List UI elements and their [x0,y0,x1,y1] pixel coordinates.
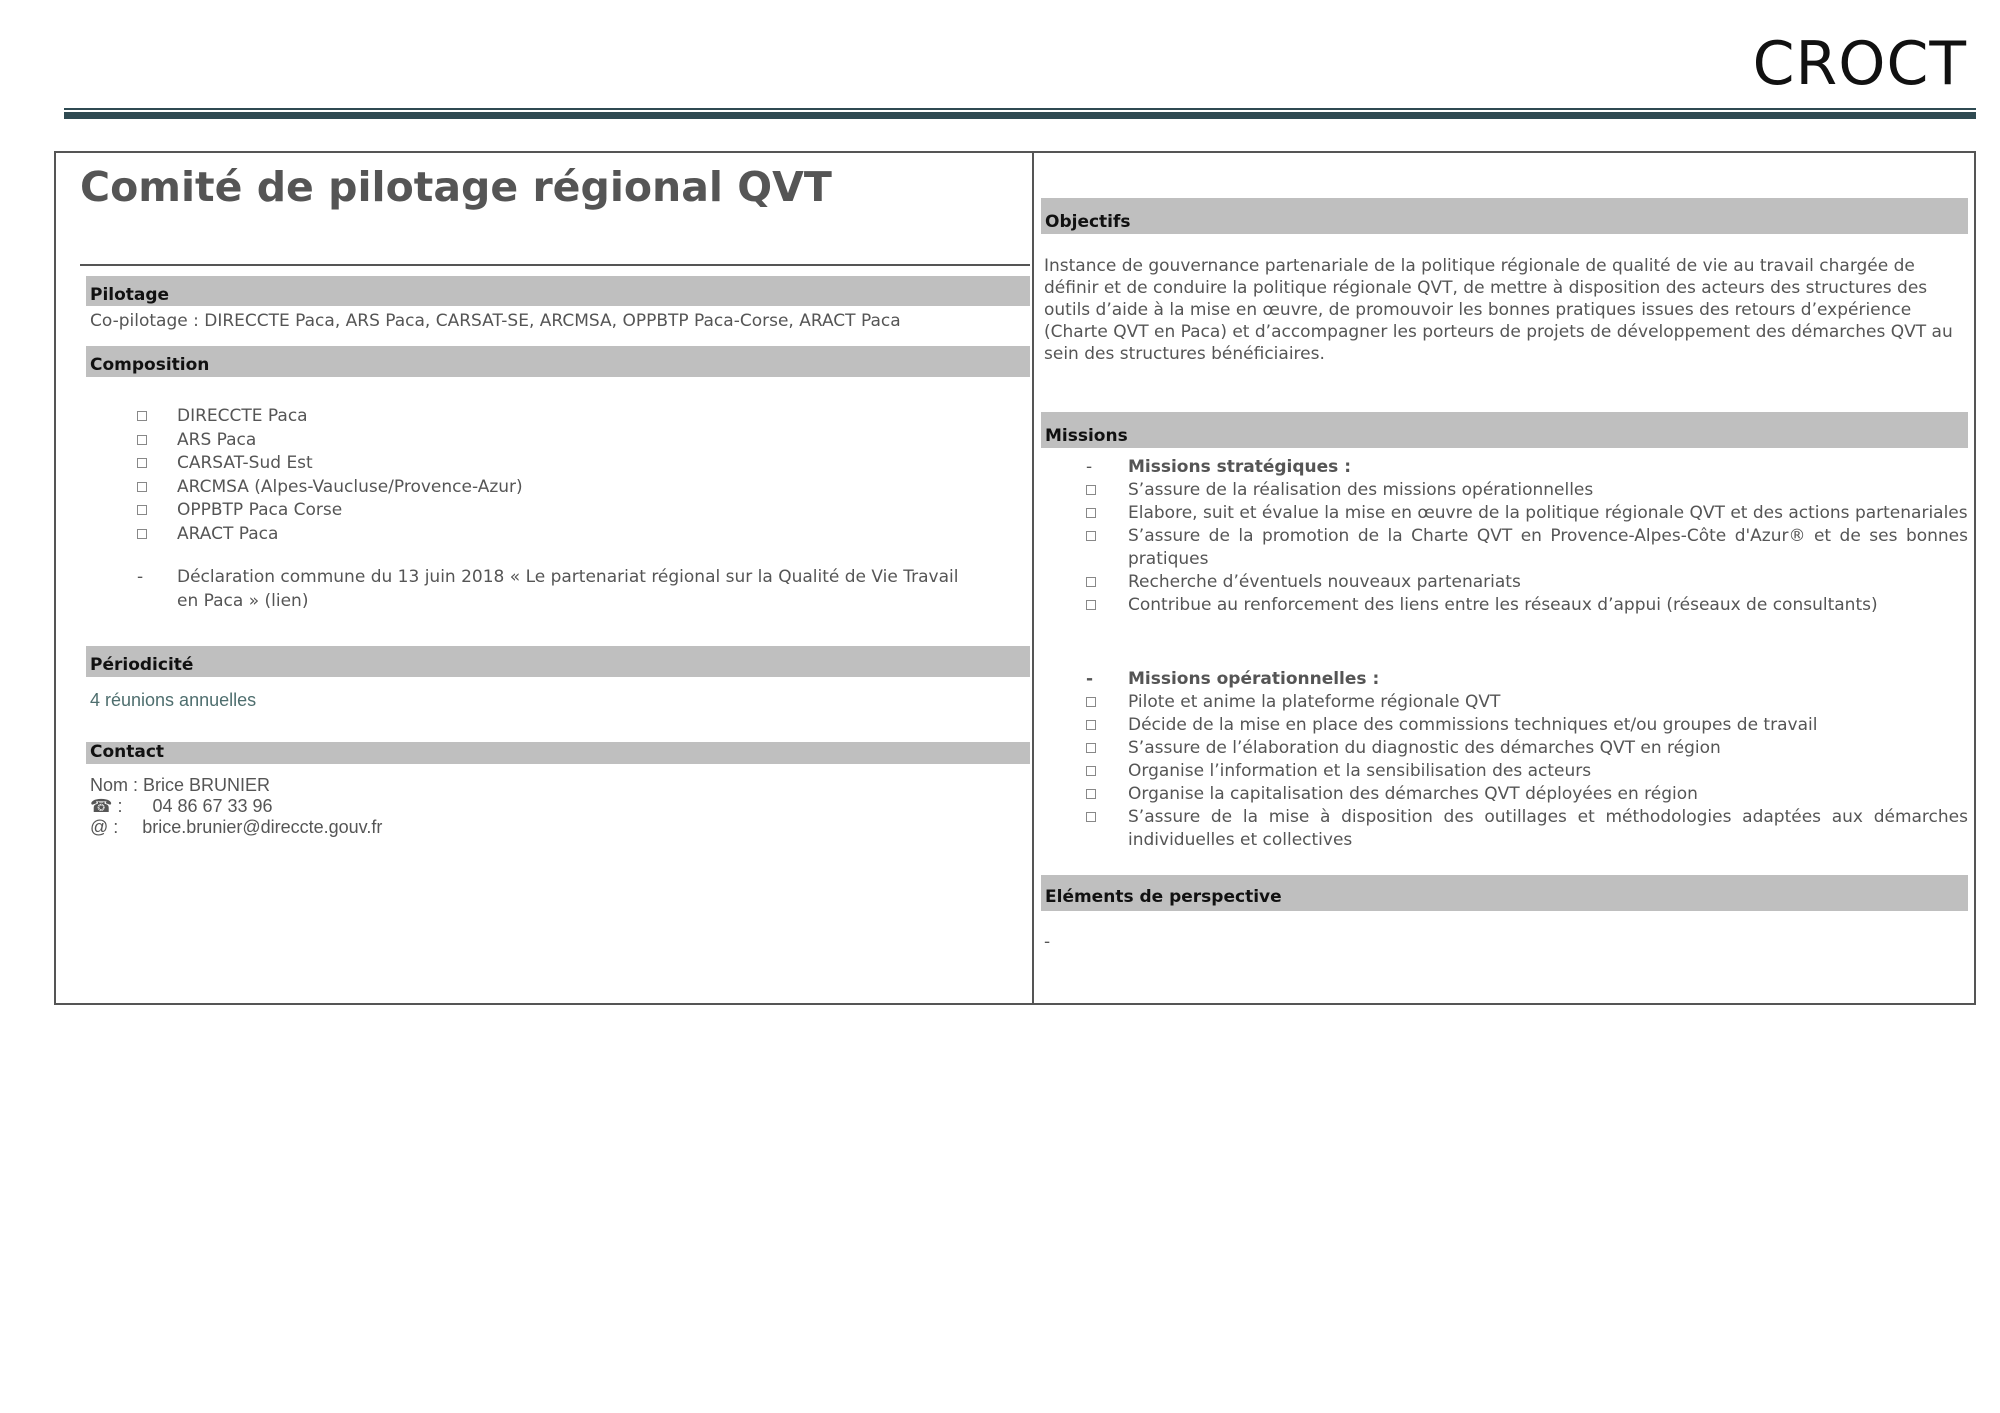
checkbox-icon [1086,766,1096,776]
declaration-list [90,566,970,613]
declaration-link[interactable]: Déclaration commune du 13 juin 2018 « Le partenariat régional sur la Qualité de Vie Travail en Paca » (lien) [177,567,959,611]
dash-bullet: - [1086,669,1094,689]
list-item: ARCMSA (Alpes-Vaucluse/Provence-Azur) [90,476,1030,500]
checkbox-icon [137,411,147,421]
contact-heading: Contact [86,742,1030,764]
column-divider [1032,153,1034,1003]
list-item: Recherche d’éventuels nouveaux partenariats [1041,571,1968,594]
contact-block [90,775,590,838]
brand-logo: CROCT [1752,29,1967,99]
perspective-text: - [1044,932,1051,952]
list-item: S’assure de la mise à disposition des outillages et méthodologies adaptées aux démarches individuelles et collectives [1041,806,1968,852]
header-rule [64,108,1976,119]
content-table [54,151,1976,1005]
periodicite-heading: Périodicité [86,646,1030,677]
missions-strategiques-list [1041,456,1968,617]
checkbox-icon [1086,743,1096,753]
list-item: OPPBTP Paca Corse [90,499,1030,523]
page-title: Comité de pilotage régional QVT [80,163,832,211]
list-item: Organise l’information et la sensibilisation des acteurs [1041,760,1968,783]
list-item: S’assure de la réalisation des missions opérationnelles [1041,479,1968,502]
checkbox-icon [1086,531,1096,541]
checkbox-icon [1086,720,1096,730]
objectifs-text: Instance de gouvernance partenariale de la politique régionale de qualité de vie au travail chargée de définir et de conduire la politique régionale QVT, de mettre à disposition des acteurs des structures des outils d’aide à la mise en œuvre, de promouvoir les bonnes pratiques issues des retours d’expérience (Charte QVT en Paca) et d’accompagner les porteurs de projets de développement des démarches QVT au sein des structures bénéficiaires. [1044,256,1953,364]
composition-list [90,405,1030,546]
checkbox-icon [1086,600,1096,610]
checkbox-icon [137,505,147,515]
list-item: ARACT Paca [90,523,1030,547]
list-item: DIRECCTE Paca [90,405,1030,429]
missions-operationnelles-list [1041,668,1968,852]
contact-name-row: Nom : Brice BRUNIER [90,775,271,795]
pilotage-text: Co-pilotage : DIRECCTE Paca, ARS Paca, CARSAT-SE, ARCMSA, OPPBTP Paca-Corse, ARACT Paca [90,311,901,331]
perspective-heading: Eléments de perspective [1041,875,1968,911]
phone-icon: ☎ [90,796,113,816]
checkbox-icon [1086,508,1096,518]
contact-email-row: @ : brice.brunier@direccte.gouv.fr [90,817,383,837]
list-item: Décide de la mise en place des commissions techniques et/ou groupes de travail [1041,714,1968,737]
contact-name: Brice BRUNIER [143,775,271,795]
list-item: Elabore, suit et évalue la mise en œuvre de la politique régionale QVT et des actions partenariales [1041,502,1968,525]
checkbox-icon [1086,812,1096,822]
pilotage-heading: Pilotage [86,276,1030,306]
list-item: CARSAT-Sud Est [90,452,1030,476]
list-item: S’assure de l’élaboration du diagnostic des démarches QVT en région [1041,737,1968,760]
dash-bullet: - [1086,457,1093,477]
list-item: Pilote et anime la plateforme régionale QVT [1041,691,1968,714]
checkbox-icon [137,435,147,445]
composition-heading: Composition [86,346,1030,377]
missions-strategiques-title: - Missions stratégiques : [1086,457,1352,477]
missions-operationnelles-title: - Missions opérationnelles : [1086,669,1380,689]
objectifs-heading: Objectifs [1041,198,1968,234]
periodicite-text: 4 réunions annuelles [90,690,257,710]
checkbox-icon [1086,789,1096,799]
contact-phone-row: ☎ : 04 86 67 33 96 [90,796,273,816]
checkbox-icon [137,482,147,492]
contact-phone[interactable]: 04 86 67 33 96 [152,796,273,816]
list-item: ARS Paca [90,429,1030,453]
checkbox-icon [137,529,147,539]
missions-heading: Missions [1041,412,1968,448]
checkbox-icon [1086,577,1096,587]
dash-bullet: - [137,567,144,587]
checkbox-icon [1086,697,1096,707]
contact-email[interactable]: brice.brunier@direccte.gouv.fr [142,817,383,837]
list-item: Contribue au renforcement des liens entre les réseaux d’appui (réseaux de consultants) [1041,594,1968,617]
checkbox-icon [1086,485,1096,495]
declaration-item[interactable] [90,566,970,613]
list-item: Organise la capitalisation des démarches QVT déployées en région [1041,783,1968,806]
checkbox-icon [137,458,147,468]
list-item: S’assure de la promotion de la Charte QVT en Provence-Alpes-Côte d'Azur® et de ses bonnes pratiques [1041,525,1968,571]
title-underline [80,264,1030,266]
